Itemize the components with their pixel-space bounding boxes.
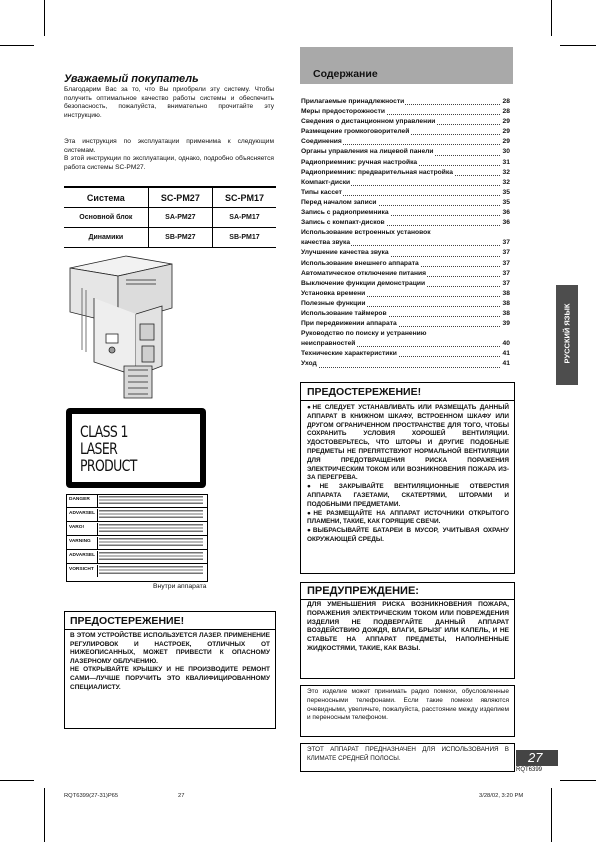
- table-header-cell: SC-PM27: [148, 187, 212, 208]
- greeting-title: Уважаемый покупатель: [64, 73, 199, 85]
- toc-item: [301, 248, 510, 258]
- toc-item-page: 32: [502, 178, 510, 188]
- table-cell: Динамики: [64, 228, 148, 248]
- moisture-warning-box: [300, 582, 515, 679]
- contents-header: [300, 47, 513, 84]
- page-number-badge: [516, 750, 558, 766]
- toc-item-page: 37: [502, 279, 510, 289]
- table-header-cell: Система: [64, 187, 148, 208]
- caution-list-item: ●НЕ ЗАКРЫВАЙТЕ ВЕНТИЛЯЦИОННЫЕ ОТВЕРСТИЯ АППАРАТА ГАЗЕТАМИ, СКАТЕРТЯМИ, ШТОРАМИ И ПОДОБНЫМИ ПРЕДМЕТАМИ.: [307, 483, 509, 508]
- toc-item-label: Автоматическое отключение питания: [301, 269, 427, 279]
- warning-row: [67, 537, 207, 550]
- warning-language-label: ADVARSEL: [69, 553, 96, 558]
- crop-mark: [551, 0, 552, 36]
- toc-item-label: качества звука: [301, 238, 351, 248]
- warning-language-label: VORSICHT: [69, 567, 94, 572]
- toc-item-label: Перед началом записи: [301, 198, 378, 208]
- toc-item: [301, 319, 510, 329]
- warning-language-label: VARO!: [69, 525, 85, 530]
- toc-item: [301, 107, 510, 117]
- table-cell: SA-PM27: [148, 208, 212, 228]
- toc-item-label: Органы управления на лицевой панели: [301, 147, 435, 157]
- installation-caution-title: ПРЕДОСТЕРЕЖЕНИЕ!: [307, 386, 422, 398]
- toc-item: [301, 329, 510, 349]
- footer-date: 3/28/02, 3:20 PM: [479, 793, 524, 799]
- warning-row: [67, 509, 207, 522]
- moisture-warning-text: ДЛЯ УМЕНЬШЕНИЯ РИСКА ВОЗНИКНОВЕНИЯ ПОЖАРА, ПОРАЖЕНИЯ ЭЛЕКТРИЧЕСКИМ ТОКОМ ИЛИ ПОВРЕЖДЕНИЯ ИЗДЕЛИЯ НЕ ПОДВЕРГАЙТЕ ДАННЫЙ АППАРАТ ВОЗДЕЙСТВИЮ ДОЖДЯ, ВЛАГИ, БРЫЗГ ИЛИ КАПЕЛЬ, И НЕ СТАВЬТЕ НА АППАРАТ ПРЕДМЕТЫ, НАПОЛНЕННЫЕ ЖИДКОСТЯМИ, ТАКИЕ, КАК ВАЗЫ.: [307, 601, 509, 652]
- toc-item-page: 28: [502, 107, 510, 117]
- toc-item-page: 28: [502, 97, 510, 107]
- toc-item-page: 29: [502, 137, 510, 147]
- crop-mark: [560, 45, 596, 46]
- table-of-contents: [301, 97, 510, 370]
- warning-row: [67, 523, 207, 536]
- table-cell: SB-PM27: [148, 228, 212, 248]
- toc-item-page: 37: [502, 269, 510, 279]
- toc-item: [301, 188, 510, 198]
- system-table: [64, 186, 276, 248]
- laser-caution-box: [64, 611, 276, 729]
- crop-mark: [44, 788, 45, 842]
- applicability-paragraph: [64, 138, 274, 172]
- warning-language-label: VARNING: [69, 539, 91, 544]
- table-header-cell: SC-PM17: [212, 187, 276, 208]
- toc-item-page: 39: [502, 319, 510, 329]
- toc-item-label: Соединения: [301, 137, 343, 147]
- toc-item-page: 31: [502, 158, 510, 168]
- toc-item: [301, 279, 510, 289]
- table-cell: SA-PM17: [212, 208, 276, 228]
- toc-item-page: 41: [502, 349, 510, 359]
- interference-note-box: [300, 685, 515, 737]
- language-tab-label: РУССКИЙ ЯЗЫК: [562, 303, 572, 364]
- crop-mark: [0, 780, 34, 781]
- toc-item-page: 41: [502, 359, 510, 369]
- toc-item-page: 37: [502, 248, 510, 258]
- toc-leader-dots: [301, 367, 500, 368]
- crop-mark: [551, 788, 552, 842]
- toc-item: [301, 137, 510, 147]
- toc-item-label: При передвижении аппарата: [301, 319, 398, 329]
- toc-item-page: 40: [502, 339, 510, 349]
- toc-item-label: Использование встроенных установок: [301, 229, 431, 237]
- inside-caption: Внутри аппарата: [153, 583, 207, 590]
- laser-warning-sticker: [66, 494, 208, 582]
- toc-item: [301, 147, 510, 157]
- toc-item-label: Выключение функции демонстрации: [301, 279, 426, 289]
- laser-label-text: [80, 423, 174, 474]
- table-row: [64, 208, 276, 228]
- toc-item: [301, 228, 510, 248]
- installation-caution-list: [307, 404, 509, 545]
- toc-item-page: 30: [502, 147, 510, 157]
- laser-label-line: LASER PRODUCT: [80, 439, 137, 475]
- toc-item-label: Радиоприемник: ручная настройка: [301, 158, 418, 168]
- applicability-text: Эта инструкция по эксплуатации применима к следующим системам.: [64, 138, 274, 154]
- toc-item-label: Сведения о дистанционном управлении: [301, 117, 436, 127]
- toc-item-page: 38: [502, 289, 510, 299]
- caution-list-item: ●ВЫБРАСЫВАЙТЕ БАТАРЕИ В МУСОР, УЧИТЫВАЯ ОХРАНУ ОКРУЖАЮЩЕЙ СРЕДЫ.: [307, 527, 509, 543]
- contents-title: Содержание: [313, 68, 378, 80]
- toc-item-page: 29: [502, 117, 510, 127]
- moisture-warning-title: ПРЕДУПРЕЖДЕНИЕ:: [307, 585, 419, 597]
- warning-row: [67, 495, 207, 508]
- table-header-row: [64, 187, 276, 208]
- toc-item-label: Размещение громкоговорителей: [301, 127, 410, 137]
- climate-note-text: ЭТОТ АППАРАТ ПРЕДНАЗНАЧЕН ДЛЯ ИСПОЛЬЗОВАНИЯ В КЛИМАТЕ СРЕДНЕЙ ПОЛОСЫ.: [307, 746, 509, 762]
- toc-item: [301, 178, 510, 188]
- toc-item-label: Технические характеристики: [301, 349, 398, 359]
- toc-item-page: 36: [502, 218, 510, 228]
- toc-item-page: 35: [502, 188, 510, 198]
- toc-item: [301, 158, 510, 168]
- toc-item-page: 36: [502, 208, 510, 218]
- toc-item-page: 38: [502, 309, 510, 319]
- toc-item: [301, 218, 510, 228]
- toc-item: [301, 127, 510, 137]
- laser-caution-body: [70, 632, 270, 692]
- device-illustration: [66, 254, 178, 402]
- toc-item: [301, 349, 510, 359]
- toc-item-label: Использование таймеров: [301, 309, 388, 319]
- laser-caution-text: В ЭТОМ УСТРОЙСТВЕ ИСПОЛЬЗУЕТСЯ ЛАЗЕР. ПРИМЕНЕНИЕ РЕГУЛИРОВОК И НАСТРОЕК, ОТЛИЧНЫХ ОТ НИЖЕОПИСАННЫХ, МОЖЕТ ПРИВЕСТИ К ОПАСНОМУ ЛАЗЕРНОМУ ОБЛУЧЕНИЮ.: [70, 632, 270, 665]
- toc-item-page: 29: [502, 127, 510, 137]
- toc-item-page: 38: [502, 299, 510, 309]
- table-cell: SB-PM17: [212, 228, 276, 248]
- table-row: [64, 228, 276, 248]
- toc-item-label: Улучшение качества звука: [301, 248, 390, 258]
- greeting-paragraph: [64, 86, 274, 120]
- toc-item-label: Компакт-диски: [301, 178, 351, 188]
- warning-row: [67, 565, 207, 577]
- toc-item-label: Запись с радиоприемника: [301, 208, 390, 218]
- toc-item-label: Руководство по поиску и устранению: [301, 330, 427, 338]
- toc-item-page: 37: [502, 259, 510, 269]
- warning-row: [67, 551, 207, 564]
- laser-label-line: CLASS 1: [80, 422, 128, 441]
- toc-item-label: Типы кассет: [301, 188, 343, 198]
- toc-item-label: Использование внешнего аппарата: [301, 259, 420, 269]
- toc-item-label: Уход: [301, 359, 318, 369]
- toc-item-label: Установка времени: [301, 289, 366, 299]
- crop-mark: [0, 45, 34, 46]
- laser-caution-text: НЕ ОТКРЫВАЙТЕ КРЫШКУ И НЕ ПРОИЗВОДИТЕ РЕМОНТ САМИ—ЛУЧШЕ ПОРУЧИТЬ ЭТО КВАЛИФИЦИРОВАННОМУ СПЕЦИАЛИСТУ.: [70, 666, 270, 691]
- interference-note-text: Это изделие может принимать радио помехи, обусловленные переносными телефонами. Если такие помехи являются очевидными, увеличьте, пожалуйста, расстояние между изделием и переносным телефоном.: [307, 688, 509, 722]
- climate-note-box: [300, 743, 515, 772]
- toc-item: [301, 117, 510, 127]
- toc-item: [301, 289, 510, 299]
- greeting-text: Благодарим Вас за то, что Вы приобрели эту систему. Чтобы получить оптимальное качество работы системы и обеспечить безопасность, пожалуйста, внимательно прочитайте эту инструкцию.: [64, 86, 274, 119]
- toc-item-label: Запись с компакт-дисков: [301, 218, 386, 228]
- footer-page: 27: [178, 793, 185, 799]
- toc-item: [301, 299, 510, 309]
- laser-class-label: [66, 408, 206, 488]
- toc-item: [301, 269, 510, 279]
- toc-item: [301, 97, 510, 107]
- toc-item: [301, 359, 510, 369]
- page-number: 27: [528, 750, 543, 765]
- toc-item: [301, 198, 510, 208]
- footer-file-name: RQT6399(27-31)P65: [64, 793, 119, 799]
- toc-item-label: Меры предосторожности: [301, 107, 386, 117]
- toc-item: [301, 208, 510, 218]
- toc-item-page: 37: [502, 238, 510, 248]
- laser-label-inner: [72, 414, 200, 482]
- toc-item-label: неисправностей: [301, 339, 356, 349]
- warning-language-label: DANGER: [69, 497, 90, 502]
- language-side-tab: [556, 285, 578, 385]
- warning-language-label: ADVARSEL: [69, 511, 96, 516]
- toc-item: [301, 259, 510, 269]
- laser-caution-title: ПРЕДОСТЕРЕЖЕНИЕ!: [70, 615, 185, 627]
- crop-mark: [44, 0, 45, 36]
- document-code: RQT6399: [516, 767, 543, 773]
- toc-item-label: Прилагаемые принадлежности: [301, 97, 405, 107]
- caution-list-item: ●НЕ СЛЕДУЕТ УСТАНАВЛИВАТЬ ИЛИ РАЗМЕЩАТЬ ДАННЫЙ АППАРАТ В КНИЖНОМ ШКАФУ, ВСТРОЕННОМ ШКАФУ ИЛИ ДРУГОМ ОГРАНИЧЕННОМ ПРОСТРАНСТВЕ ДЛЯ ТОГО, ЧТОБЫ СОХРАНИТЬ УСЛОВИЯ ХОРОШЕЙ ВЕНТИЛЯЦИИ. УДОСТОВЕРЬТЕСЬ, ЧТО ШТОРЫ И ДРУГИЕ ПОДОБНЫЕ ПРЕДМЕТЫ НЕ ПРЕПЯТСТВУЮТ НОРМАЛЬНОЙ ВЕНТИЛЯЦИИ ДЛЯ ПРЕДОТВРАЩЕНИЯ РИСКА ПОРАЖЕНИЯ ЭЛЕКТРИЧЕСКИМ ТОКОМ ИЛИ ВОЗНИКНОВЕНИЯ ПОЖАРА ИЗ-ЗА ПЕРЕГРЕВА.: [307, 404, 509, 482]
- table-cell: Основной блок: [64, 208, 148, 228]
- toc-item: [301, 168, 510, 178]
- toc-item-page: 32: [502, 168, 510, 178]
- toc-item-page: 35: [502, 198, 510, 208]
- toc-item-label: Полезные функции: [301, 299, 366, 309]
- installation-caution-box: [300, 382, 515, 574]
- explanation-text: В этой инструкции по эксплуатации, однако, подробно объясняется работа системы SC-PM27.: [64, 155, 274, 171]
- toc-item-label: Радиоприемник: предварительная настройка: [301, 168, 454, 178]
- caution-list-item: ●НЕ РАЗМЕЩАЙТЕ НА АППАРАТ ИСТОЧНИКИ ОТКРЫТОГО ПЛАМЕНИ, ТАКИЕ, КАК ГОРЯЩИЕ СВЕЧИ.: [307, 509, 509, 526]
- toc-item: [301, 309, 510, 319]
- crop-mark: [560, 780, 596, 781]
